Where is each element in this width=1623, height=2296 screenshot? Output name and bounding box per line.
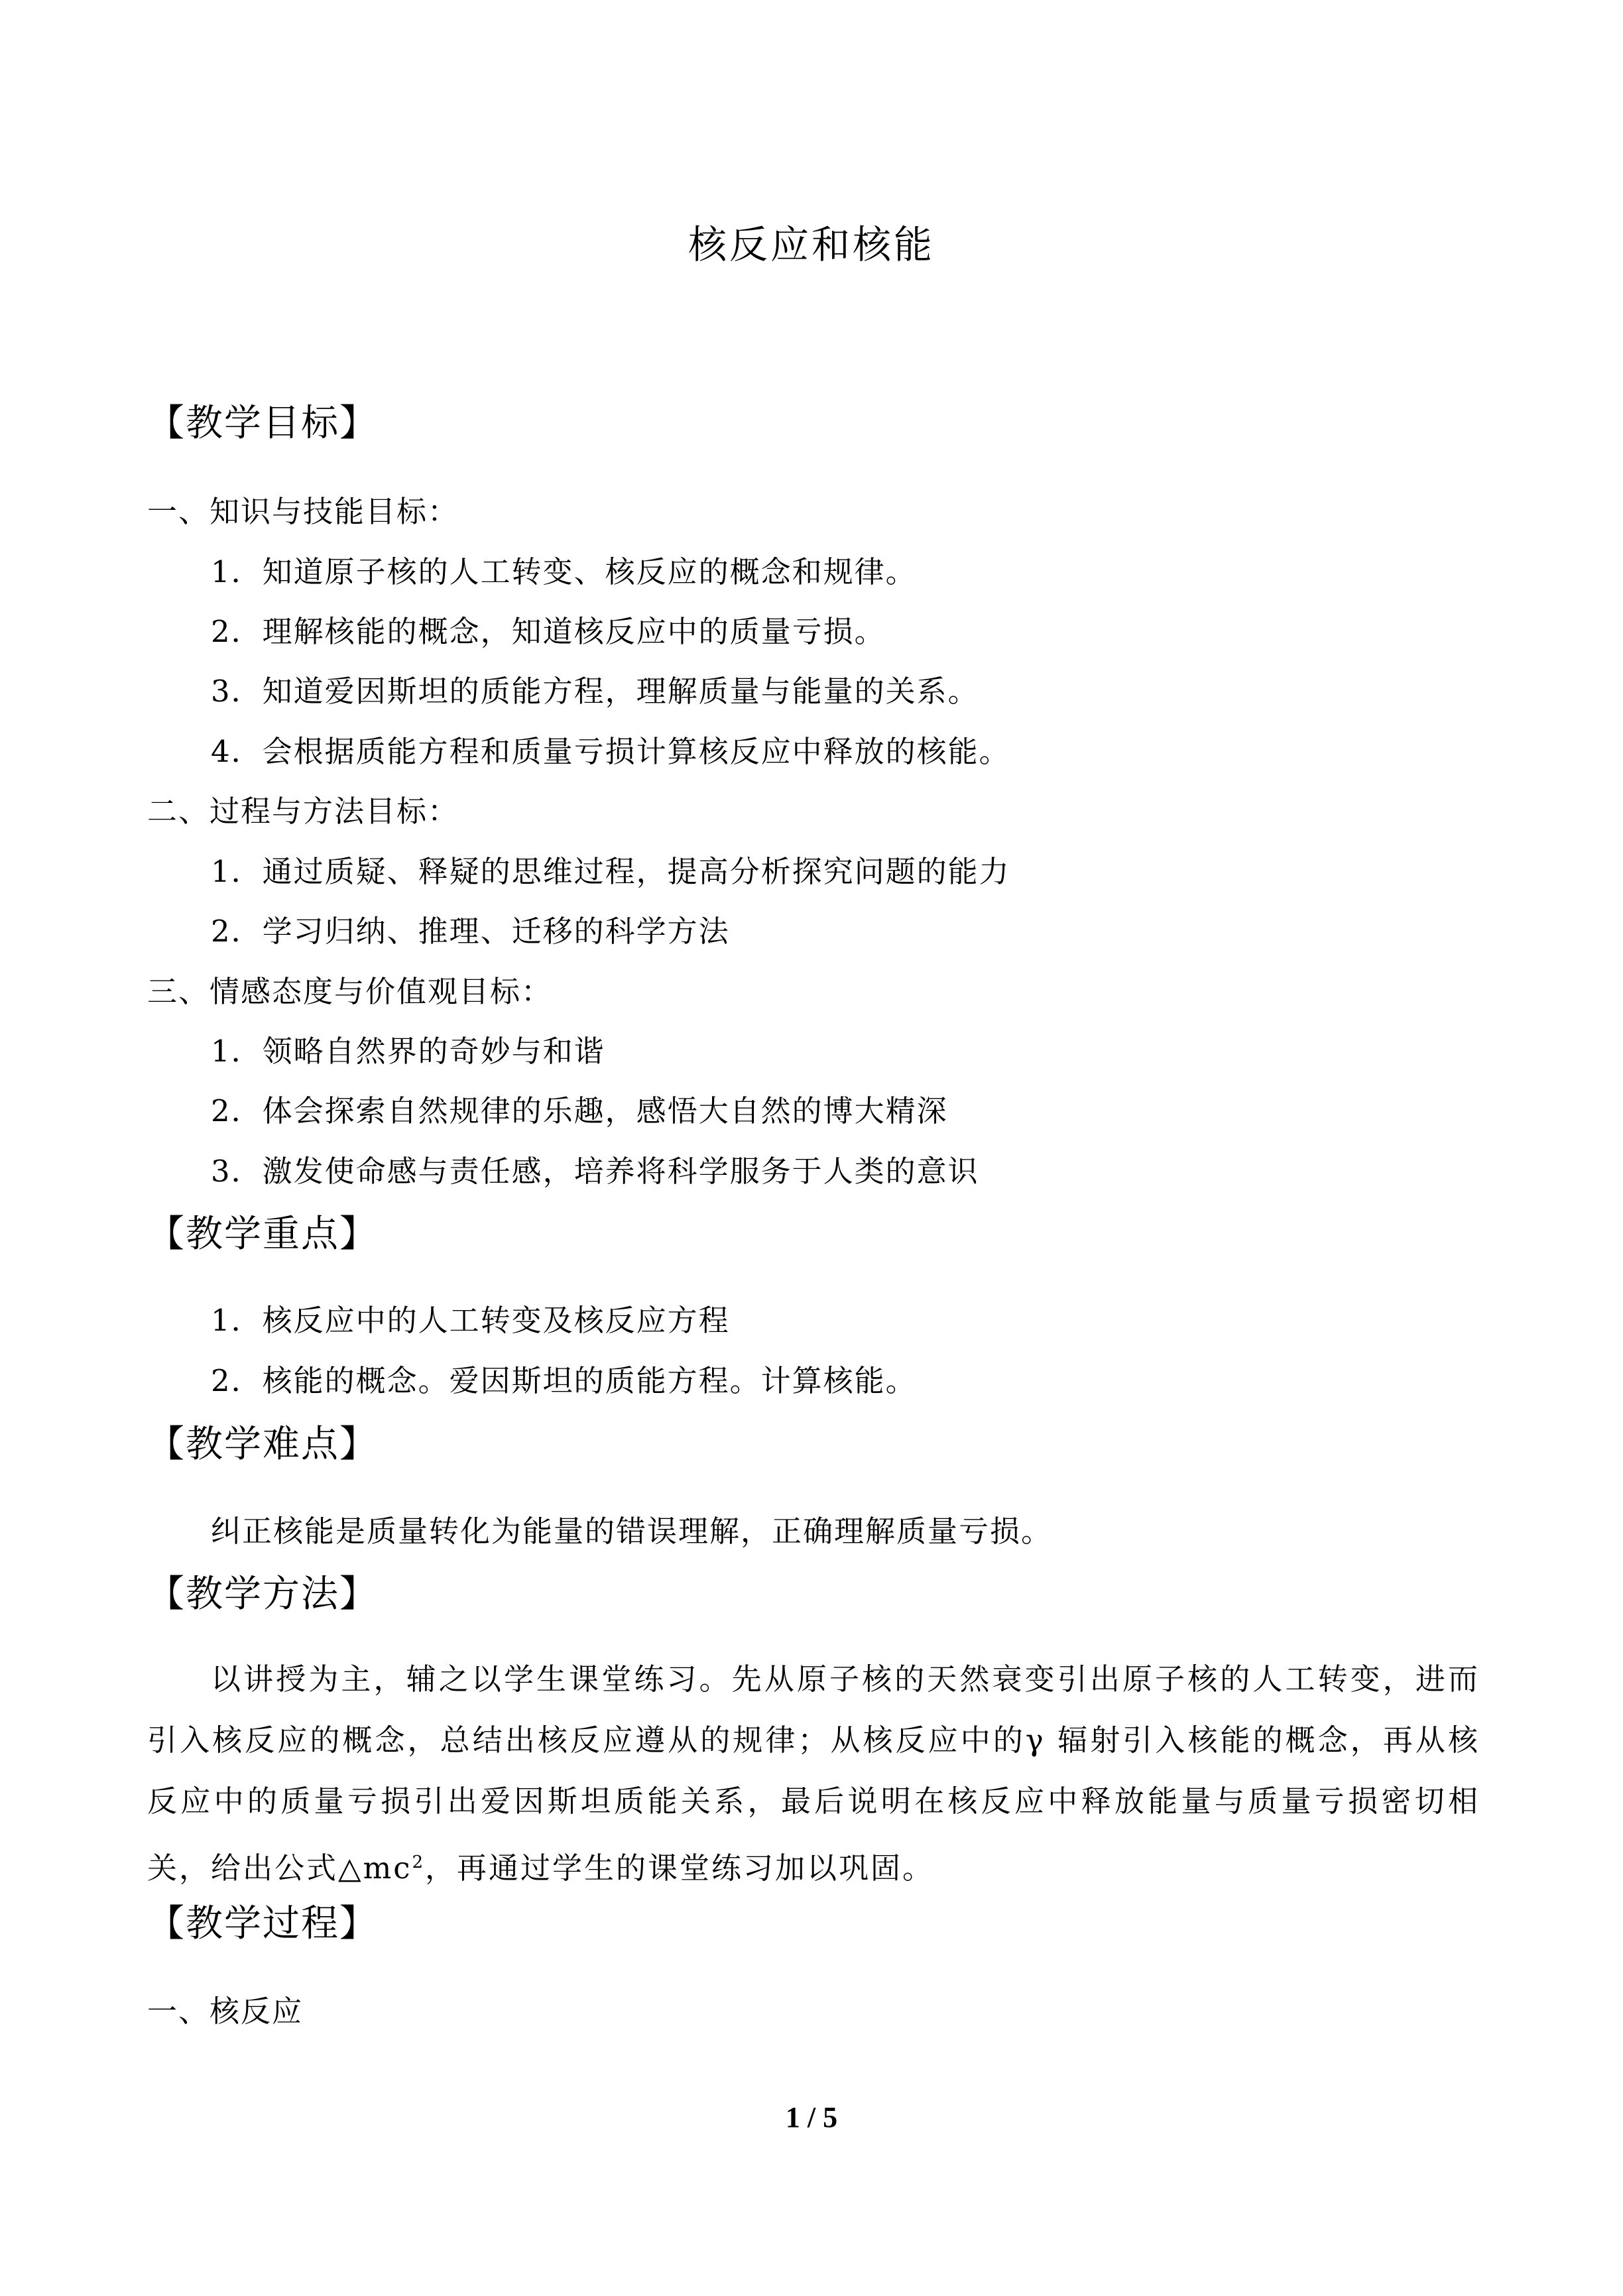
key-point-item: 1．核反应中的人工转变及核反应方程 (211, 1303, 730, 1338)
objective-group-label: 二、过程与方法目标： (147, 794, 459, 829)
objective-item: 4．会根据质能方程和质量亏损计算核反应中释放的核能。 (211, 734, 1010, 769)
section-heading-key-points: 【教学重点】 (147, 1213, 378, 1256)
difficulty-text: 纠正核能是质量转化为能量的错误理解，正确理解质量亏损。 (211, 1514, 1053, 1549)
objective-item: 1．通过质疑、释疑的思维过程，提高分析探究问题的能力 (211, 854, 1010, 889)
page-number: 1 / 5 (785, 2101, 838, 2134)
objective-item: 2．理解核能的概念，知道核反应中的质量亏损。 (211, 614, 886, 649)
objective-item: 1．知道原子核的人工转变、核反应的概念和规律。 (211, 554, 917, 589)
document-title: 核反应和核能 (688, 222, 935, 267)
key-point-item: 2．核能的概念。爱因斯坦的质能方程。计算核能。 (211, 1363, 917, 1398)
objective-group-label: 一、知识与技能目标： (147, 494, 459, 529)
methods-text: 以讲授为主，辅之以学生课堂练习。先从原子核的天然衰变引出原子核的人工转变，进而引入核反应的概念，总结出核反应遵从的规律；从核反应中的γ 辐射引入核能的概念，再从核反应中的质量亏损引出爱因斯坦质能关系，最后说明在核反应中释放能量与质量亏损密切相关，给出公式△mc (147, 1662, 1480, 1886)
objective-item: 3．激发使命感与责任感，培养将科学服务于人类的意识 (211, 1154, 979, 1189)
methods-text-end: ，再通过学生的课堂练习加以巩固。 (425, 1850, 935, 1886)
section-heading-process: 【教学过程】 (147, 1902, 378, 1945)
objective-item: 2．学习归纳、推理、迁移的科学方法 (211, 914, 730, 949)
process-item: 一、核反应 (147, 1994, 304, 2029)
objective-group-label: 三、情感态度与价值观目标： (147, 974, 553, 1009)
section-heading-methods: 【教学方法】 (147, 1573, 378, 1616)
objective-item: 3．知道爱因斯坦的质能方程，理解质量与能量的关系。 (211, 674, 979, 709)
section-heading-difficulties: 【教学难点】 (147, 1423, 378, 1466)
objective-item: 2．体会探索自然规律的乐趣，感悟大自然的博大精深 (211, 1093, 948, 1128)
methods-paragraph (147, 1649, 1480, 1899)
section-heading-objectives: 【教学目标】 (147, 402, 378, 445)
objective-item: 1．领略自然界的奇妙与和谐 (211, 1034, 605, 1069)
superscript-two: 2 (412, 1852, 426, 1872)
